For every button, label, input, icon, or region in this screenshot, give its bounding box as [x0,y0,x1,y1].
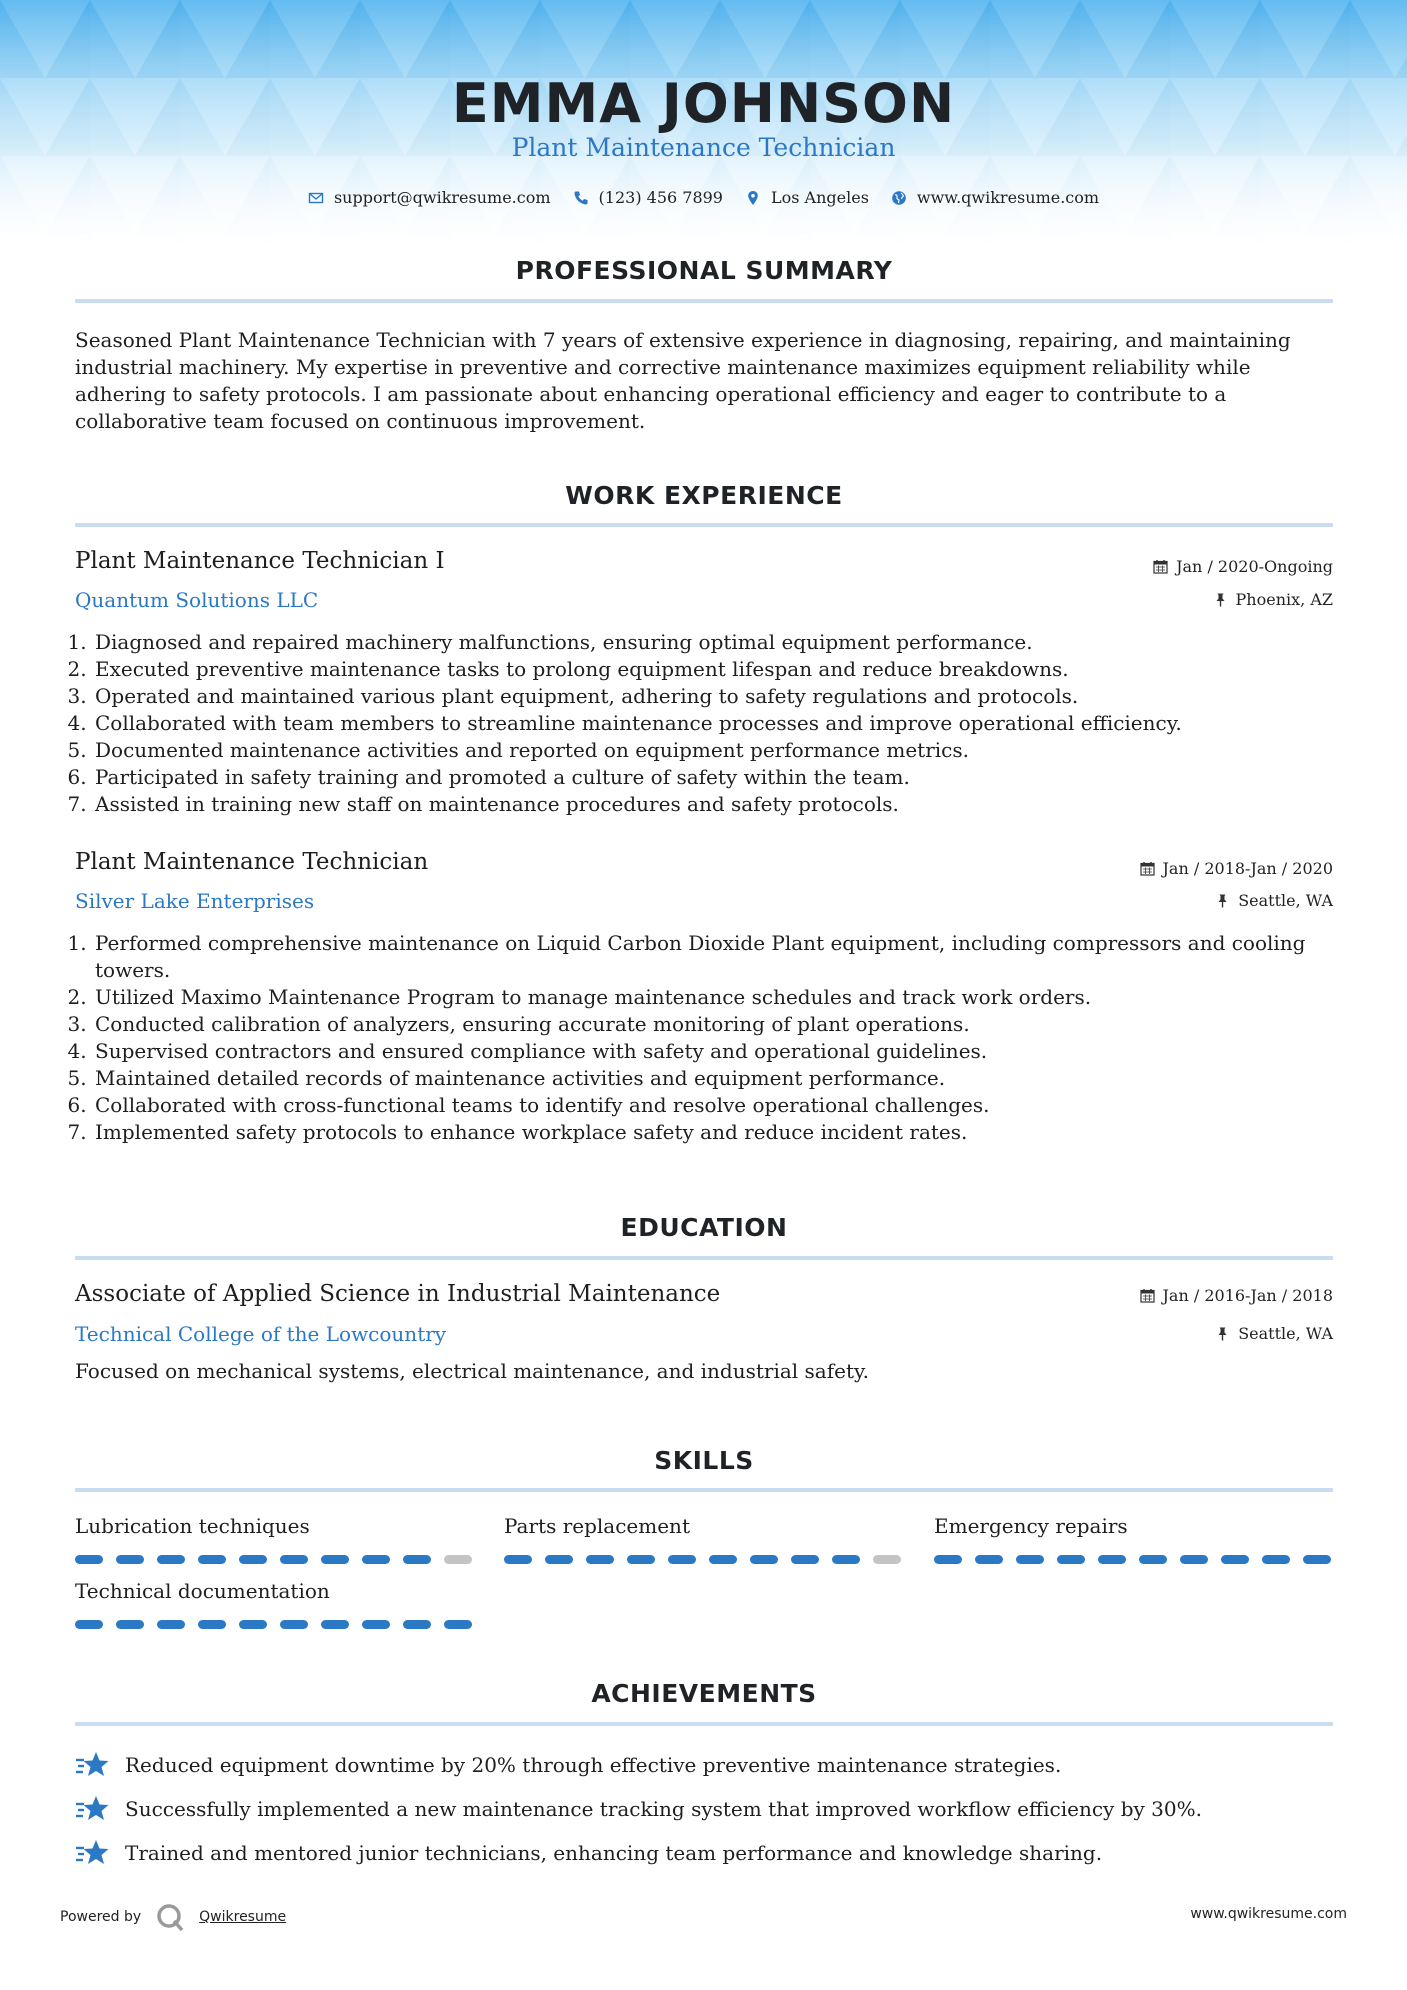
skills-heading: SKILLS [654,1446,754,1475]
skill-dash-filled [280,1620,308,1629]
skill-dash-empty [444,1555,472,1564]
summary-divider [75,299,1333,303]
education-description: Focused on mechanical systems, electrical maintenance, and industrial safety. [75,1359,869,1383]
list-item: 1. Performed comprehensive maintenance on Liquid Carbon Dioxide Plant equipment, including compressors and cooling towers. [93,930,1353,984]
education-degree: Associate of Applied Science in Industrial Maintenance [75,1281,721,1307]
skill-dash-filled [198,1620,226,1629]
skill-dash-filled [1098,1555,1126,1564]
skill-dash-filled [403,1555,431,1564]
education-heading: EDUCATION [620,1213,788,1242]
skill-dash-filled [504,1555,532,1564]
job-location-text: Seattle, WA [1238,891,1333,910]
list-item: 4. Collaborated with team members to streamline maintenance processes and improve operational efficiency. [93,710,1353,737]
skill-dash-filled [586,1555,614,1564]
pushpin-icon [1215,893,1230,908]
job-dates [1140,859,1333,878]
achievement-item [75,1794,1202,1824]
skill-level-bar [75,1555,475,1564]
skill-level-bar [75,1620,475,1629]
skill-dash-filled [75,1555,103,1564]
skill-dash-filled [239,1620,267,1629]
skill-dash-filled [975,1555,1003,1564]
powered-by-text: Powered by [60,1909,142,1925]
list-item: 4. Supervised contractors and ensured compliance with safety and operational guidelines. [93,1038,1353,1065]
skill-dash-filled [668,1555,696,1564]
job-title: Plant Maintenance Technician [75,849,429,875]
summary-text: Seasoned Plant Maintenance Technician with 7 years of extensive experience in diagnosing, repairing, and maintaining industrial machinery. My expertise in preventive and corrective maintenance maximizes equipment reliability while adhering to safety protocols. I am passionate about enhancing operational efficiency and eager to contribute to a collaborative team focused on continuous improvement. [75,328,1291,433]
qwikresume-logo-icon [155,1902,185,1932]
list-item: 3. Operated and maintained various plant equipment, adhering to safety regulations and protocols. [93,683,1353,710]
skill-dash-filled [1180,1555,1208,1564]
star-badge-icon [75,1794,109,1824]
candidate-name: EMMA JOHNSON [451,72,956,135]
skill-dash-filled [627,1555,655,1564]
phone-icon [573,190,589,206]
skill-item [75,1514,475,1564]
list-item: 7. Implemented safety protocols to enhance workplace safety and reduce incident rates. [93,1119,1353,1146]
calendar-icon [1140,861,1155,876]
contact-email[interactable] [308,188,551,207]
contact-location [745,188,869,207]
job-dates-text: Jan / 2020-Ongoing [1176,557,1333,576]
skill-dash-filled [321,1555,349,1564]
skill-dash-filled [1303,1555,1331,1564]
pushpin-icon [1213,592,1228,607]
education-dates-text: Jan / 2016-Jan / 2018 [1162,1286,1333,1305]
skill-label: Emergency repairs [934,1514,1128,1538]
job-dates-text: Jan / 2018-Jan / 2020 [1162,859,1333,878]
skill-dash-filled [934,1555,962,1564]
skill-dash-filled [75,1620,103,1629]
job-bullets [75,930,1353,1146]
skill-item [504,1514,904,1564]
calendar-icon [1153,559,1168,574]
achievement-text: Successfully implemented a new maintenance tracking system that improved workflow efficiency by 30%. [125,1797,1202,1821]
education-location-text: Seattle, WA [1238,1324,1333,1343]
list-item: 5. Documented maintenance activities and reported on equipment performance metrics. [93,737,1353,764]
list-item: 3. Conducted calibration of analyzers, ensuring accurate monitoring of plant operations. [93,1011,1353,1038]
skill-dash-filled [362,1555,390,1564]
map-pin-icon [745,190,761,206]
skill-dash-empty [873,1555,901,1564]
contact-phone[interactable] [573,188,723,207]
skills-divider [75,1488,1333,1492]
achievements-heading: ACHIEVEMENTS [591,1679,817,1708]
job-location-text: Phoenix, AZ [1235,590,1333,609]
education-location [1215,1324,1333,1343]
job-bullets [75,629,1353,818]
achievement-item [75,1750,1061,1780]
footer-branding [60,1902,286,1932]
achievements-divider [75,1722,1333,1726]
skill-dash-filled [362,1620,390,1629]
candidate-role: Plant Maintenance Technician [511,133,896,162]
experience-divider [75,523,1333,527]
job-title: Plant Maintenance Technician I [75,548,445,574]
achievement-item [75,1838,1102,1868]
list-item: 1. Diagnosed and repaired machinery malfunctions, ensuring optimal equipment performance. [93,629,1353,656]
list-item: 6. Participated in safety training and promoted a culture of safety within the team. [93,764,1353,791]
skill-dash-filled [545,1555,573,1564]
skill-dash-filled [444,1620,472,1629]
globe-icon [891,190,907,206]
contact-website[interactable] [891,188,1099,207]
skill-dash-filled [832,1555,860,1564]
phone-text: (123) 456 7899 [598,188,723,207]
skill-dash-filled [157,1555,185,1564]
email-text: support@qwikresume.com [333,188,551,207]
calendar-icon [1140,1288,1155,1303]
list-item: 5. Maintained detailed records of maintenance activities and equipment performance. [93,1065,1353,1092]
skill-dash-filled [750,1555,778,1564]
job-location [1215,891,1333,910]
star-badge-icon [75,1838,109,1868]
skill-dash-filled [1016,1555,1044,1564]
experience-heading: WORK EXPERIENCE [565,481,843,510]
skill-level-bar [934,1555,1334,1564]
list-item: 6. Collaborated with cross-functional teams to identify and resolve operational challenges. [93,1092,1353,1119]
skill-dash-filled [1262,1555,1290,1564]
job-company: Quantum Solutions LLC [75,588,319,612]
skill-dash-filled [1221,1555,1249,1564]
skill-dash-filled [1057,1555,1085,1564]
skill-label: Parts replacement [504,1514,690,1538]
skill-dash-filled [791,1555,819,1564]
skill-dash-filled [116,1620,144,1629]
website-text: www.qwikresume.com [916,188,1100,207]
skill-dash-filled [403,1620,431,1629]
education-school: Technical College of the Lowcountry [75,1322,447,1346]
skill-item [75,1579,475,1629]
job-dates [1153,557,1333,576]
skill-level-bar [504,1555,904,1564]
skill-item [934,1514,1334,1564]
list-item: 2. Utilized Maximo Maintenance Program to manage maintenance schedules and track work orders. [93,984,1353,1011]
skill-dash-filled [1139,1555,1167,1564]
list-item: 2. Executed preventive maintenance tasks to prolong equipment lifespan and reduce breakdowns. [93,656,1353,683]
location-text: Los Angeles [770,188,869,207]
skill-dash-filled [321,1620,349,1629]
skill-dash-filled [198,1555,226,1564]
skill-dash-filled [709,1555,737,1564]
skill-dash-filled [280,1555,308,1564]
pushpin-icon [1215,1326,1230,1341]
skill-label: Technical documentation [75,1579,330,1603]
job-location [1213,590,1333,609]
education-dates [1140,1286,1333,1305]
list-item: 7. Assisted in training new staff on maintenance procedures and safety protocols. [93,791,1353,818]
envelope-icon [308,190,324,206]
summary-heading: PROFESSIONAL SUMMARY [515,256,893,285]
achievement-text: Reduced equipment downtime by 20% through effective preventive maintenance strategies. [125,1753,1062,1777]
skill-dash-filled [157,1620,185,1629]
footer-website[interactable]: www.qwikresume.com [1190,1906,1347,1922]
skill-dash-filled [239,1555,267,1564]
contact-bar [0,188,1407,207]
job-company: Silver Lake Enterprises [75,889,315,913]
skill-dash-filled [116,1555,144,1564]
education-divider [75,1256,1333,1260]
brand-link[interactable]: Qwikresume [199,1909,287,1925]
star-badge-icon [75,1750,109,1780]
achievement-text: Trained and mentored junior technicians, enhancing team performance and knowledge sharing. [125,1841,1103,1865]
skill-label: Lubrication techniques [75,1514,310,1538]
